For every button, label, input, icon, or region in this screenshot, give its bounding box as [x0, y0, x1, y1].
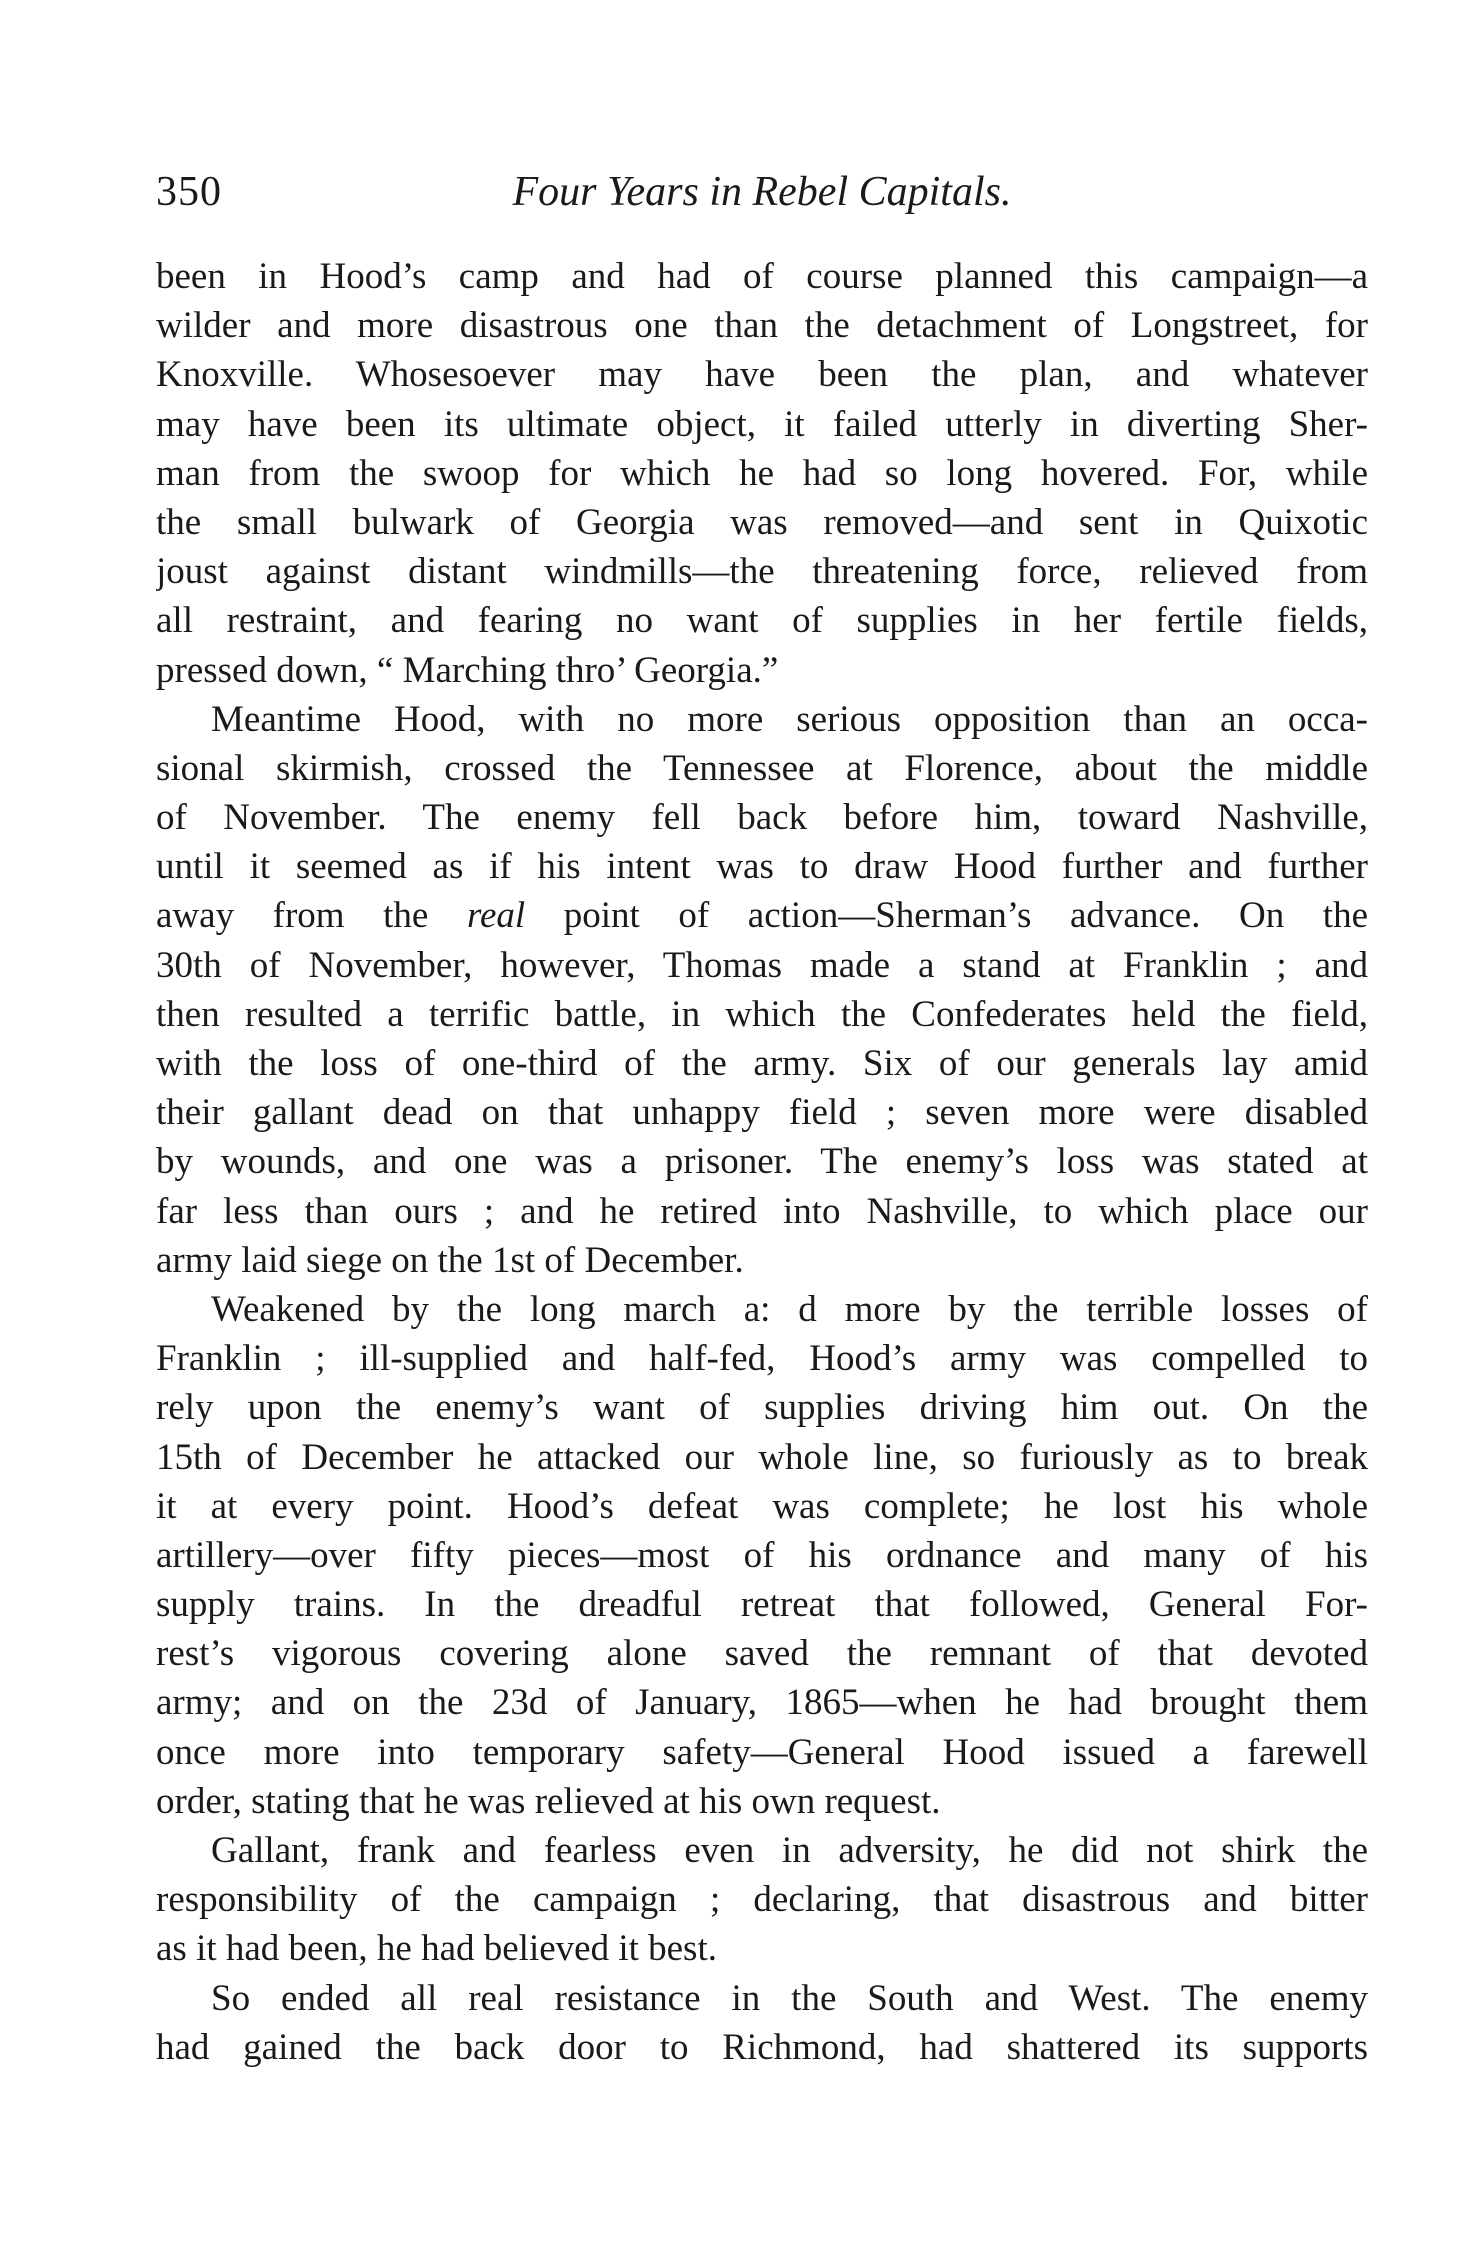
text-line: order, stating that he was relieved at his own request. — [156, 1780, 941, 1822]
text-line: once more into temporary safety—General Hood issued a farewell — [156, 1731, 1368, 1773]
text-line: Meantime Hood, with no more serious opposition than an occa- — [211, 698, 1368, 740]
text-line: it at every point. Hood’s defeat was complete; he lost his whole — [156, 1485, 1368, 1527]
text-line: army laid siege on the 1st of December. — [156, 1239, 744, 1281]
text-line: rest’s vigorous covering alone saved the remnant of that devoted — [156, 1633, 1368, 1675]
text-line: artillery—over fifty pieces—most of his ordnance and many of his — [156, 1534, 1368, 1576]
text-line: then resulted a terrific battle, in which the Confederates held the field, — [156, 993, 1368, 1035]
text-segment: point of action—Sherman’s advance. On the — [525, 895, 1368, 937]
text-line: been in Hood’s camp and had of course planned this campaign—a — [156, 256, 1368, 297]
text-line: had gained the back door to Richmond, had shattered its supports — [156, 2026, 1368, 2068]
text-line: the small bulwark of Georgia was removed—and sent in Quixotic — [156, 501, 1368, 543]
running-title: Four Years in Rebel Capitals. — [512, 169, 1012, 215]
text-line: rely upon the enemy’s want of supplies driving him out. On the — [156, 1387, 1368, 1429]
text-line: of November. The enemy fell back before him, toward Nashville, — [156, 797, 1368, 839]
text-line: joust against distant windmills—the threatening force, relieved from — [156, 551, 1368, 593]
running-head — [156, 162, 1368, 222]
text-line: Gallant, frank and fearless even in adversity, he did not shirk the — [211, 1830, 1368, 1871]
text-line: Knoxville. Whosesoever may have been the plan, and whatever — [156, 354, 1368, 396]
text-line: pressed down, “ Marching thro’ Georgia.” — [156, 649, 779, 691]
text-line: 15th of December he attacked our whole line, so furiously as to break — [156, 1436, 1368, 1478]
text-line: with the loss of one-third of the army. Six of our generals lay amid — [156, 1043, 1368, 1084]
text-line: until it seemed as if his intent was to draw Hood further and further — [156, 846, 1368, 888]
text-line: far less than ours ; and he retired into Nashville, to which place our — [156, 1190, 1368, 1232]
text-line: So ended all real resistance in the South and West. The enemy — [211, 1977, 1368, 2019]
text-line: all restraint, and fearing no want of supplies in her fertile fields, — [156, 600, 1368, 642]
text-line: may have been its ultimate object, it failed utterly in diverting Sher- — [156, 403, 1368, 445]
text-segment: away from the — [156, 895, 467, 937]
page-number: 350 — [156, 169, 222, 215]
body-text — [156, 252, 1368, 2072]
text-line: 30th of November, however, Thomas made a stand at Franklin ; and — [156, 944, 1368, 986]
text-line: their gallant dead on that unhappy field ; seven more were disabled — [156, 1092, 1368, 1134]
text-line: wilder and more disastrous one than the detachment of Longstreet, for — [156, 305, 1368, 347]
text-line: Franklin ; ill-supplied and half-fed, Hood’s army was compelled to — [156, 1338, 1368, 1380]
text-line: army; and on the 23d of January, 1865—when he had brought them — [156, 1682, 1368, 1724]
text-line: by wounds, and one was a prisoner. The enemy’s loss was stated at — [156, 1141, 1368, 1183]
text-line: as it had been, he had believed it best. — [156, 1928, 717, 1970]
italic-word: real — [466, 895, 526, 937]
text-line: responsibility of the campaign ; declaring, that disastrous and bitter — [156, 1879, 1368, 1921]
text-line: sional skirmish, crossed the Tennessee at Florence, about the middle — [156, 747, 1368, 789]
text-line — [156, 891, 1368, 940]
text-line: supply trains. In the dreadful retreat that followed, General For- — [156, 1584, 1368, 1626]
text-line: Weakened by the long march a: d more by the terrible losses of — [211, 1288, 1368, 1330]
text-line: man from the swoop for which he had so long hovered. For, while — [156, 452, 1368, 494]
